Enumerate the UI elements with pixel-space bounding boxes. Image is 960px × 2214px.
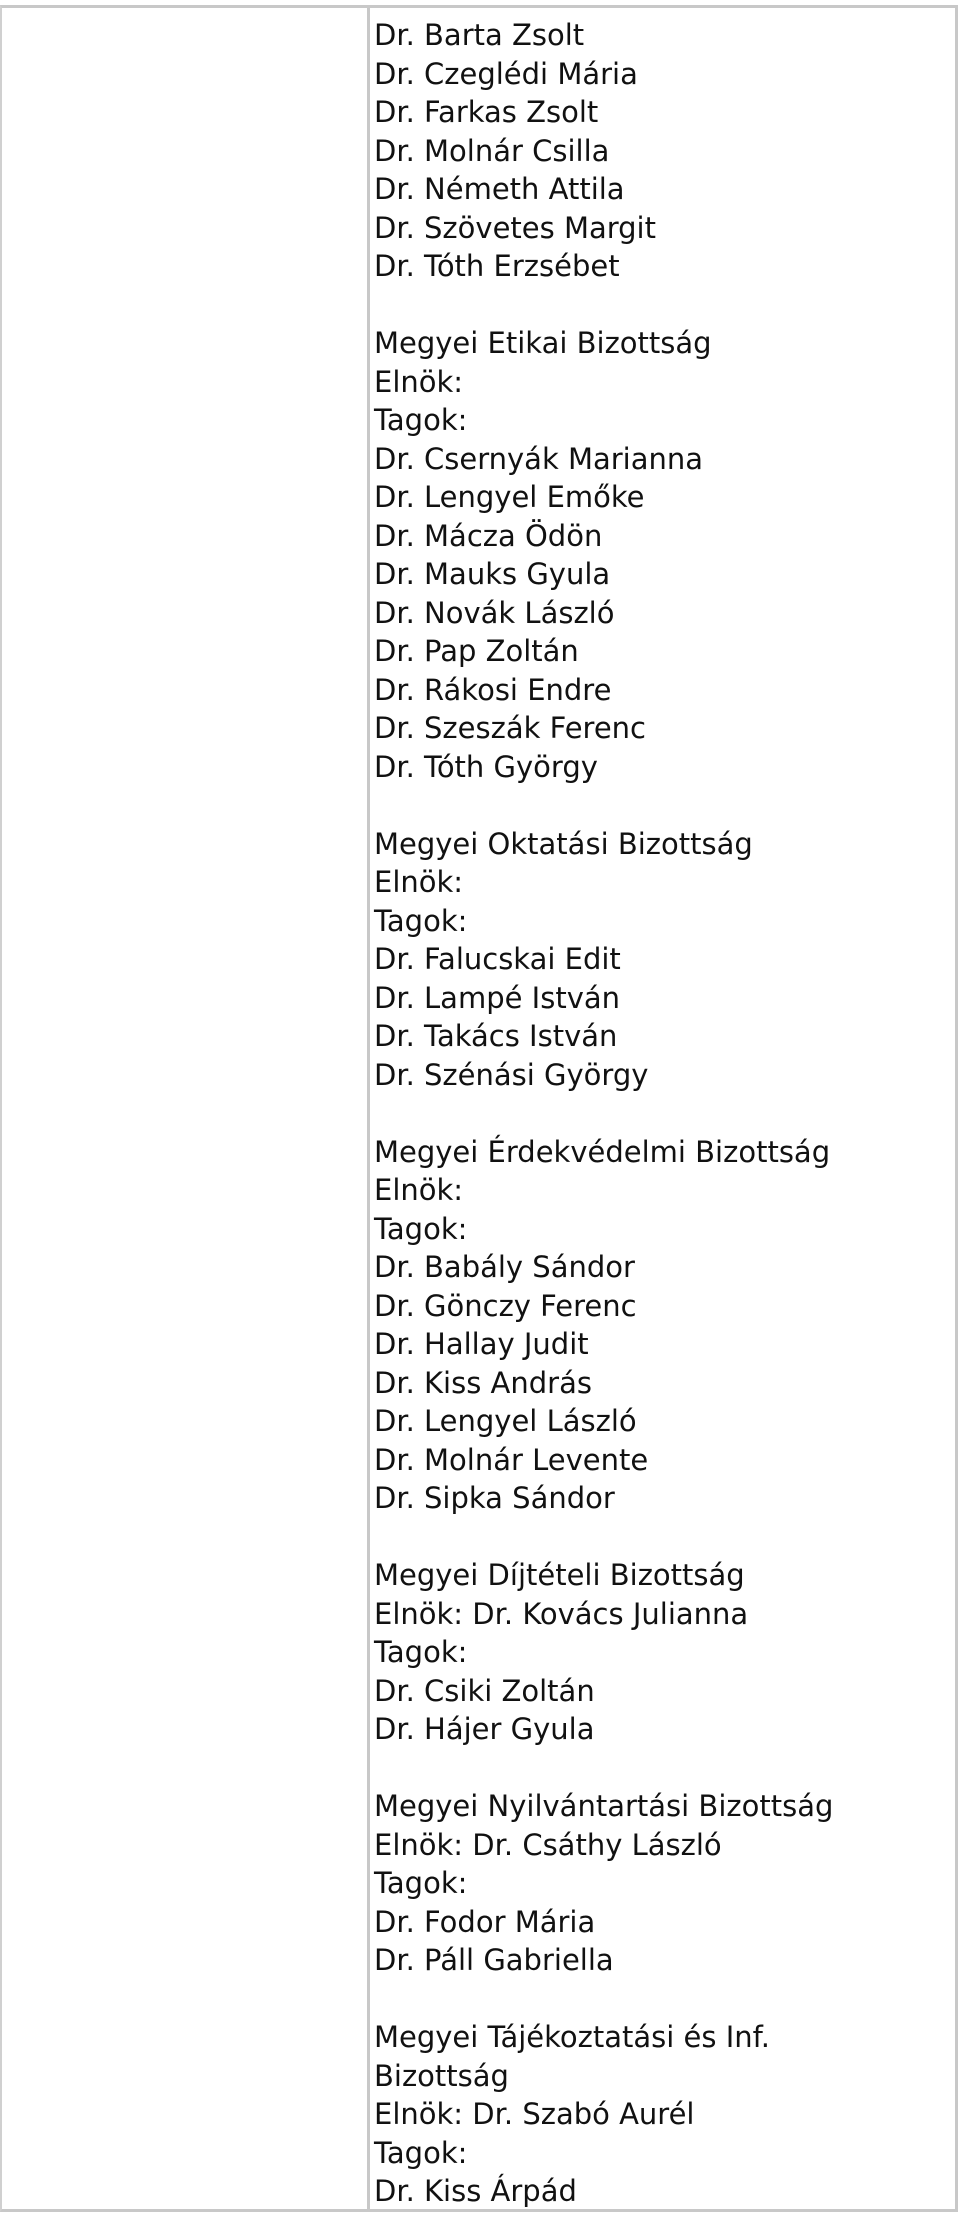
member-name: Dr. Lengyel László <box>374 1404 637 1438</box>
committee-table <box>0 5 958 2212</box>
member-name: Dr. Csernyák Marianna <box>374 441 704 476</box>
empty-left-cell <box>2 8 370 2209</box>
member-name: Dr. Kiss András <box>374 1365 592 1400</box>
committee-title: Megyei Díjtételi Bizottság <box>374 1558 745 1592</box>
members-label: Tagok: <box>374 2135 468 2170</box>
member-name: Dr. Németh Attila <box>374 172 625 206</box>
committee-tajekoztatasi <box>374 2018 955 2211</box>
member-name: Dr. Kiss Árpád <box>374 2174 577 2208</box>
member-name: Dr. Rákosi Endre <box>374 672 612 707</box>
members-label: Tagok: <box>374 403 468 437</box>
spacer <box>374 286 955 325</box>
top-member-list <box>374 16 955 286</box>
chair-line: Elnök: Dr. Kovács Julianna <box>374 1596 749 1631</box>
committee-title: Megyei Oktatási Bizottság <box>374 826 753 861</box>
chair-line: Elnök: <box>374 1173 464 1207</box>
member-name: Dr. Novák László <box>374 595 615 630</box>
spacer <box>374 1749 955 1788</box>
member-name: Dr. Molnár Csilla <box>374 133 610 168</box>
spacer <box>374 1094 955 1133</box>
member-name: Dr. Falucskai Edit <box>374 942 621 976</box>
committee-dijteteli <box>374 1556 955 1749</box>
committee-erdekvedelmi <box>374 1133 955 1518</box>
member-name: Dr. Fodor Mária <box>374 1904 596 1939</box>
member-name: Dr. Barta Zsolt <box>374 18 585 52</box>
chair-line: Elnök: <box>374 364 464 399</box>
members-label: Tagok: <box>374 1866 468 1900</box>
member-name: Dr. Lengyel Emőke <box>374 480 645 514</box>
member-name: Dr. Mauks Gyula <box>374 557 611 591</box>
member-name: Dr. Takács István <box>374 1019 618 1053</box>
member-name: Dr. Hallay Judit <box>374 1327 589 1361</box>
committee-title: Megyei Nyilvántartási Bizottság <box>374 1789 834 1823</box>
member-name: Dr. Mácza Ödön <box>374 518 603 553</box>
members-label: Tagok: <box>374 903 468 938</box>
member-name: Dr. Tóth György <box>374 749 598 784</box>
member-name: Dr. Hájer Gyula <box>374 1712 595 1746</box>
member-name: Dr. Szénási György <box>374 1057 649 1092</box>
committee-etikai <box>374 324 955 786</box>
member-name: Dr. Farkas Zsolt <box>374 95 599 129</box>
committee-nyilvantartasi <box>374 1787 955 1980</box>
member-name: Dr. Lampé István <box>374 980 621 1015</box>
member-name: Dr. Tóth Erzsébet <box>374 249 620 283</box>
committee-title: Megyei Etikai Bizottság <box>374 326 712 360</box>
members-label: Tagok: <box>374 1635 468 1669</box>
member-name: Dr. Csiki Zoltán <box>374 1673 595 1708</box>
spacer <box>374 786 955 825</box>
member-name: Dr. Páll Gabriella <box>374 1943 614 1977</box>
member-name: Dr. Gönczy Ferenc <box>374 1288 637 1323</box>
spacer <box>374 1518 955 1557</box>
committee-list-cell <box>372 8 955 2209</box>
member-name: Dr. Szeszák Ferenc <box>374 711 647 745</box>
committee-title-continued: Bizottság <box>374 2058 509 2093</box>
chair-line: Elnök: Dr. Csáthy László <box>374 1827 722 1862</box>
chair-line: Elnök: Dr. Szabó Aurél <box>374 2097 695 2131</box>
committee-title: Megyei Érdekvédelmi Bizottság <box>374 1134 831 1169</box>
member-name: Dr. Szövetes Margit <box>374 210 656 245</box>
committee-title: Megyei Tájékoztatási és Inf. <box>374 2020 770 2054</box>
member-name: Dr. Sipka Sándor <box>374 1481 615 1515</box>
chair-line: Elnök: <box>374 865 464 899</box>
member-name: Dr. Pap Zoltán <box>374 634 579 668</box>
member-name: Dr. Babály Sándor <box>374 1250 635 1284</box>
committee-oktatasi <box>374 825 955 1095</box>
members-label: Tagok: <box>374 1211 468 1246</box>
member-name: Dr. Czeglédi Mária <box>374 56 638 91</box>
member-name: Dr. Molnár Levente <box>374 1442 649 1477</box>
spacer <box>374 1980 955 2019</box>
